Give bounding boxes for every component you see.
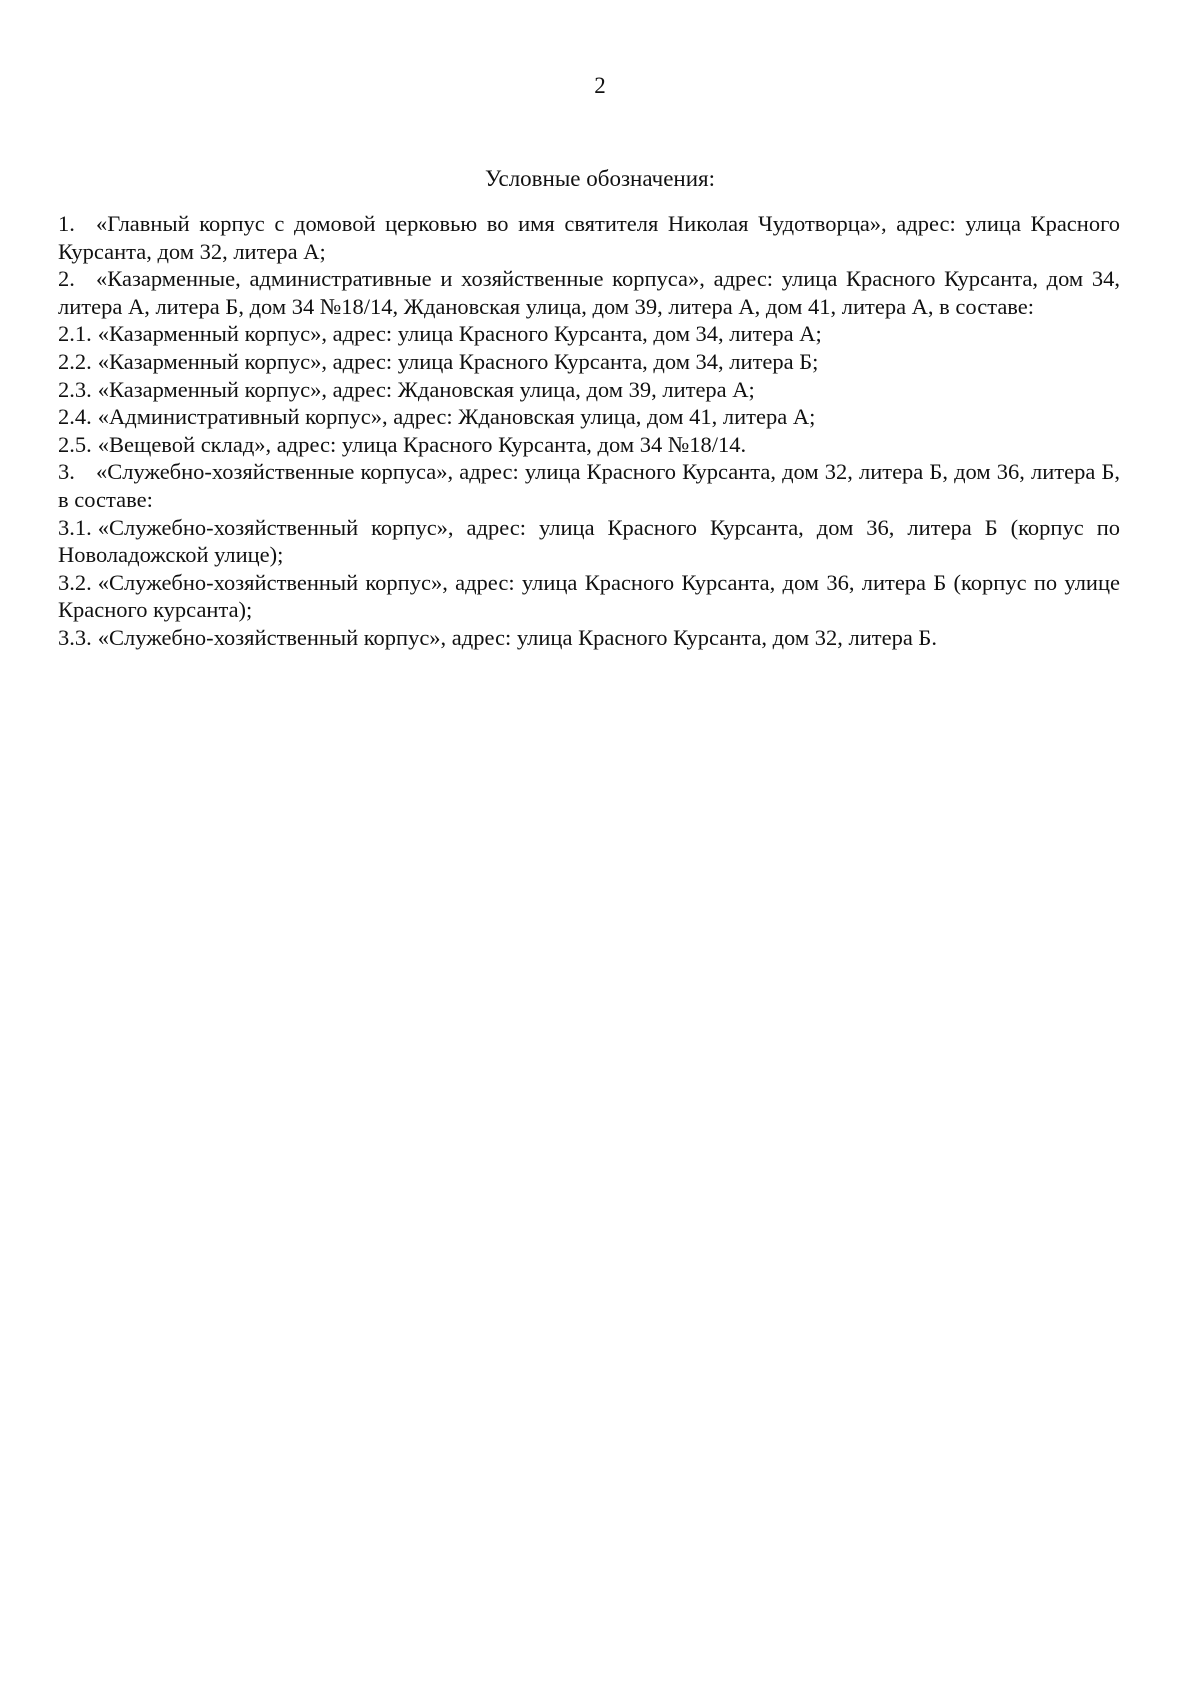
legend-item-number: 2.5. — [58, 431, 92, 457]
legend-item-text: «Казарменный корпус», адрес: улица Красного Курсанта, дом 34, литера А; — [97, 321, 822, 347]
legend-item-text: «Казарменный корпус», адрес: улица Красного Курсанта, дом 34, литера Б; — [97, 348, 819, 374]
legend-item-2-1 — [58, 320, 1120, 348]
legend-item-3-3 — [58, 624, 1120, 652]
legend-item-number: 2.4. — [58, 404, 92, 430]
legend-item-number: 2. — [58, 266, 75, 292]
legend-item-text: «Казарменный корпус», адрес: Ждановская улица, дом 39, литера А; — [97, 376, 755, 402]
legend-item-2-3 — [58, 376, 1120, 404]
legend-item-3-1 — [58, 514, 1120, 569]
legend-item-text: «Служебно-хозяйственный корпус», адрес: улица Красного Курсанта, дом 36, литера Б (корпус по улице Красного курсанта); — [58, 569, 1120, 623]
page-number: 2 — [594, 73, 606, 98]
legend-item-number: 1. — [58, 211, 75, 236]
legend-item-number: 2.2. — [58, 348, 92, 374]
legend-item-number: 3.2. — [58, 569, 92, 595]
legend-item-number: 3.1. — [58, 514, 92, 540]
legend-item-text: «Казарменные, административные и хозяйственные корпуса», адрес: улица Красного Курсанта, дом 34, литера А, литера Б, дом 34 №18/14, Ждановская улица, дом 39, литера А, дом 41, литера А, в составе: — [58, 266, 1120, 319]
legend-title: Условные обозначения: — [484, 166, 716, 191]
legend-item-2-5 — [58, 431, 1120, 459]
legend-item-2 — [58, 265, 1120, 320]
legend-item-text: «Вещевой склад», адрес: улица Красного Курсанта, дом 34 №18/14. — [97, 431, 747, 457]
legend-item-text: «Административный корпус», адрес: Ждановская улица, дом 41, литера А; — [97, 404, 816, 430]
legend-item-3 — [58, 458, 1120, 513]
legend-item-2-4 — [58, 403, 1120, 431]
legend-item-text: «Главный корпус с домовой церковью во имя святителя Николая Чудотворца», адрес: улица Красного Курсанта, дом 32, литера А; — [58, 211, 1120, 264]
legend-item-text: «Служебно-хозяйственные корпуса», адрес: улица Красного Курсанта, дом 32, литера Б, дом 36, литера Б, в составе: — [58, 459, 1120, 512]
legend-item-2-2 — [58, 348, 1120, 376]
legend-item-number: 2.1. — [58, 321, 92, 347]
legend-item-number: 2.3. — [58, 376, 92, 402]
legend-item-number: 3. — [58, 459, 75, 485]
legend-item-text: «Служебно-хозяйственный корпус», адрес: улица Красного Курсанта, дом 32, литера Б. — [97, 624, 937, 650]
legend-item-1 — [58, 210, 1120, 265]
legend-item-text: «Служебно-хозяйственный корпус», адрес: улица Красного Курсанта, дом 36, литера Б (корпус по Новоладожской улице); — [58, 514, 1120, 568]
legend-item-number: 3.3. — [58, 624, 92, 650]
legend-list — [58, 210, 1120, 652]
legend-item-3-2 — [58, 569, 1120, 624]
